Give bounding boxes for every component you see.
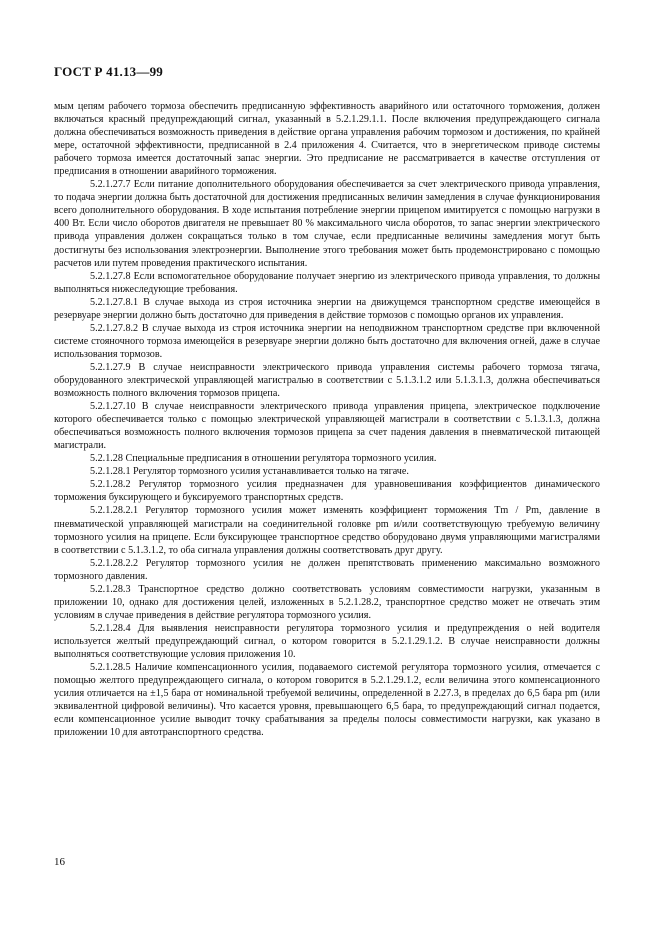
paragraph-5-2-1-27-7: 5.2.1.27.7 Если питание дополнительного оборудования обеспечивается за счет электрического привода управления, то подача энергии должна быть достаточной для достижения предписанных величин замедления в случае функционирования всего дополнительного оборудования. В ходе испытания потребление энергии прицепом имитируется с помощью нагрузки в 400 Вт. Если число оборотов двигателя не превышает 80 % максимального числа оборотов, то запас энергии электрического привода управления должен сокращаться только в том случае, если предписанные величины замедления могут быть достигнуты без использования электроэнергии. Выполнение этого требования может быть продемонстрировано с помощью расчетов или путем проведения практического испытания. [54, 179, 600, 269]
page-number: 16 [54, 856, 65, 868]
paragraph-continuation: мым цепям рабочего тормоза обеспечить предписанную эффективность аварийного или остаточного торможения, должен включаться красный предупреждающий сигнал, указанный в 5.2.1.29.1.1. После включения предупреждающего сигнала должна обеспечиваться возможность приведения в действие органа управления рабочим тормозом и достижения, по крайней мере, остаточной эффективности, предписанной в 2.4 приложения 4. Считается, что в энергетическом приводе системы рабочего тормоза имеется достаточный запас энергии. Это предписание не рассматривается в качестве отступления от предписания в отношении аварийного торможения. [54, 101, 600, 178]
paragraph-5-2-1-27-9: 5.2.1.27.9 В случае неисправности электрического привода управления системы рабочего тормоза тягача, оборудованного электрической управляющей магистралью в соответствии с 5.1.3.1.2 или 5.1.3.1.3, должна обеспечиваться возможность полного включения тормозов прицепа. [54, 361, 600, 400]
document-page [54, 64, 600, 739]
paragraph-5-2-1-28: 5.2.1.28 Специальные предписания в отношении регулятора тормозного усилия. [90, 453, 437, 465]
paragraph-5-2-1-28-4: 5.2.1.28.4 Для выявления неисправности регулятора тормозного усилия и предупреждения о ней водителя используется желтый предупреждающий сигнал, о котором говорится в 5.2.1.29.1.2. В случае неисправности должны выполняться соответствующие условия приложения 10. [54, 622, 600, 660]
paragraph-5-2-1-28-2-1: 5.2.1.28.2.1 Регулятор тормозного усилия может изменять коэффициент торможения Tm / Pm, давление в пневматической управляющей магистрали на соединительной головке pm и/или соответствующую требуемую величину тормозного усилия на прицепе. Если буксирующее транспортное средство оборудовано двумя управляющими магистралями в соответствии с 5.1.3.1.2, то оба сигнала управления должны соответствовать друг другу. [54, 505, 600, 556]
paragraph-5-2-1-28-5: 5.2.1.28.5 Наличие компенсационного усилия, подаваемого системой регулятора тормозного усилия, отмечается с помощью желтого предупреждающего сигнала, о котором говорится в 5.2.1.29.1.2, если величина этого компенсационного усилия отличается на ±1,5 бара от номинальной требуемой величины, определенной в 2.27.3, в пределах до 6,5 бара pm (или эквивалентной цифровой величины). Что касается уровня, превышающего 6,5 бара, то предупреждающий сигнал подается, если компенсационное усилие выводит точку срабатывания за пределы полосы совместимости нагрузки, как указано в приложении 10 для автотранспортного средства. [54, 662, 600, 739]
paragraph-5-2-1-27-8-1: 5.2.1.27.8.1 В случае выхода из строя источника энергии на движущемся транспортном средстве имеющейся в резервуаре энергии должно быть достаточно для приведения в действие тормозов с помощью органов их управления. [54, 296, 600, 321]
paragraph-5-2-1-28-2: 5.2.1.28.2 Регулятор тормозного усилия предназначен для уравновешивания коэффициентов динамического торможения буксирующего и буксируемого транспортных средств. [54, 479, 600, 504]
paragraph-5-2-1-27-10: 5.2.1.27.10 В случае неисправности электрического привода управления прицепа, электрическое подключение которого обеспечивается только с помощью электрической управляющей магистрали в соответствии с 5.1.3.1.3, должна обеспечиваться возможность полного включения тормозов прицепа за счет падения давления в пневматической питающей магистрали. [54, 401, 600, 452]
paragraph-5-2-1-27-8-2: 5.2.1.27.8.2 В случае выхода из строя источника энергии на неподвижном транспортном средстве при включенной системе стояночного тормоза имеющейся в резервуаре энергии должно быть достаточно для включения огней, даже в случае использования тормозов. [54, 322, 600, 360]
document-body [54, 100, 600, 739]
paragraph-5-2-1-28-3: 5.2.1.28.3 Транспортное средство должно соответствовать условиям совместимости нагрузки, указанным в приложении 10, однако для достижения целей, изложенных в 5.2.1.28.2, транспортное средство может не отвечать этим условиям в случае приведения в действие регулятора тормозного усилия. [54, 583, 600, 621]
paragraph-5-2-1-27-8: 5.2.1.27.8 Если вспомогательное оборудование получает энергию из электрического привода управления, то должны выполняться нижеследующие требования. [54, 270, 600, 295]
document-header: ГОСТ Р 41.13—99 [54, 64, 163, 79]
paragraph-5-2-1-28-1: 5.2.1.28.1 Регулятор тормозного усилия устанавливается только на тягаче. [90, 466, 409, 478]
paragraph-5-2-1-28-2-2: 5.2.1.28.2.2 Регулятор тормозного усилия не должен препятствовать применению максимально возможного тормозного давления. [54, 557, 600, 582]
